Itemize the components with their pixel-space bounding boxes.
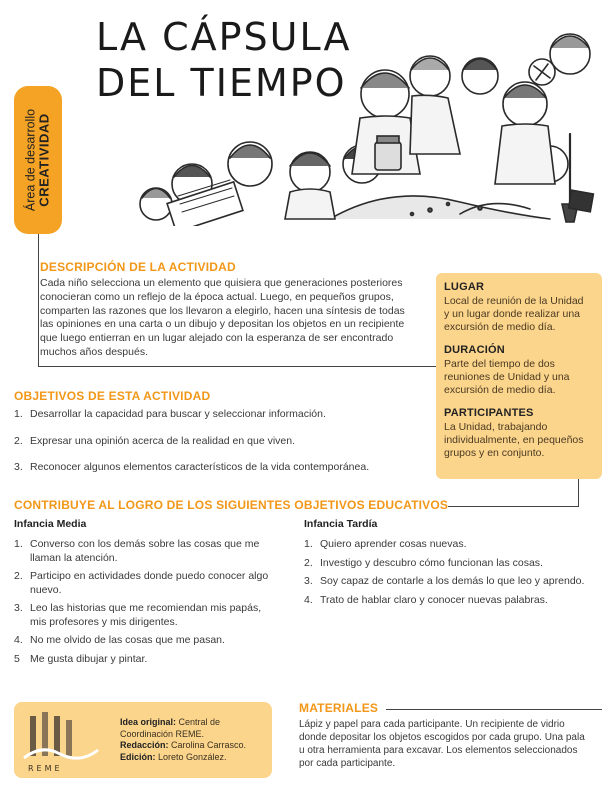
- item-line: Participo en actividades donde puedo conocer algo: [30, 570, 269, 582]
- materiales-line: donde depositar los objetos escogidos por cada grupo. Una pala: [299, 732, 585, 743]
- tardia-item: [304, 538, 604, 552]
- item-number: 3.: [304, 575, 313, 587]
- redaccion-label: Redacción:: [120, 740, 169, 750]
- tardia-item: [304, 557, 604, 571]
- descripcion-line: conocieran como un reflejo de la época actual. Luego, en pequeños grupos,: [40, 290, 394, 303]
- duracion-heading: DURACIÓN: [444, 344, 505, 356]
- item-text: Expresar una opinión acerca de la realidad en que viven.: [30, 434, 296, 447]
- item-number: 4.: [304, 593, 313, 606]
- tardia-item: [304, 575, 604, 589]
- item-number: 3.: [14, 461, 23, 473]
- media-item: [14, 653, 299, 667]
- idea-value-2: Coordinación REME.: [120, 728, 205, 739]
- participantes-line: grupos y en conjunto.: [444, 447, 545, 459]
- item-number: 1.: [304, 538, 313, 550]
- tardia-item: [304, 594, 604, 608]
- item-line: Me gusta dibujar y pintar.: [30, 652, 148, 665]
- objetivo-item: [14, 461, 424, 475]
- item-line: Leo las historias que me recomiendan mis papás,: [30, 602, 262, 614]
- item-line: No me olvido de las cosas que me pasan.: [30, 634, 225, 646]
- media-item: [14, 538, 299, 565]
- descripcion-line: comparten las razones que los llevaron a elegirlo, hacen una síntesis de todas: [40, 304, 405, 317]
- materiales-line: Lápiz y papel para cada participante. Un recipiente de vidrio: [299, 719, 565, 730]
- descripcion-heading: DESCRIPCIÓN DE LA ACTIVIDAD: [40, 260, 236, 274]
- materiales-line: u otra herramienta para excavar. Los elementos seleccionados: [299, 745, 578, 756]
- participantes-line: individualmente, en pequeños: [444, 434, 584, 446]
- objetivo-item: [14, 408, 424, 422]
- descripcion-line: las opiniones en una carta o un dibujo y depositan los objetos en un recipiente: [40, 318, 405, 331]
- item-line: nuevo.: [30, 583, 62, 596]
- item-text: Trato de hablar claro y conocer nuevas palabras.: [320, 593, 548, 606]
- item-number: 2.: [14, 570, 23, 582]
- edicion-label: Edición:: [120, 751, 156, 762]
- item-number: 4.: [14, 634, 23, 646]
- infancia-tardia-heading: Infancia Tardía: [304, 518, 378, 530]
- materiales-line: por cada participante.: [299, 758, 396, 769]
- idea-label: Idea original:: [120, 717, 177, 727]
- duracion-line: Parte del tiempo de dos: [444, 358, 555, 370]
- infancia-media-list: [14, 538, 299, 666]
- item-line: Converso con los demás sobre las cosas que me: [30, 538, 260, 550]
- item-number: 2.: [304, 556, 313, 569]
- area-label: Área de desarrollo: [23, 108, 38, 212]
- lugar-line: excursión de medio día.: [444, 321, 556, 333]
- item-text: Quiero aprender cosas nuevas.: [320, 538, 467, 550]
- contribuye-heading: CONTRIBUYE AL LOGRO DE LOS SIGUIENTES OBJETIVOS EDUCATIVOS: [14, 498, 449, 512]
- descripcion-line: muchos años después.: [40, 345, 148, 358]
- edicion-value: Loreto González.: [158, 751, 227, 762]
- item-number: 5: [14, 652, 20, 665]
- page-title-line-2: DEL TIEMPO: [96, 61, 347, 105]
- contribuye-rule: [448, 506, 579, 507]
- credits-text: [120, 717, 270, 763]
- media-item: [14, 570, 299, 597]
- descripcion-line: que luego entierran en un lugar alejado con la esperanza de ser encontrado: [40, 332, 394, 345]
- area-value: CREATIVIDAD: [36, 113, 52, 207]
- materiales-text: [299, 718, 604, 770]
- duracion-line: excursión de medio día.: [444, 384, 556, 396]
- reme-logo: [22, 708, 100, 774]
- page-title-line-1: LA CÁPSULA: [96, 15, 352, 59]
- item-number: 1.: [14, 408, 23, 420]
- descripcion-line: Cada niño selecciona un elemento que quisiera que generaciones posteriores: [40, 277, 403, 289]
- item-text: Desarrollar la capacidad para buscar y seleccionar información.: [30, 408, 326, 420]
- lugar-line: y un lugar donde realizar una: [444, 308, 581, 320]
- infancia-tardia-list: [304, 538, 604, 607]
- objetivo-item: [14, 435, 424, 449]
- infancia-media-heading: Infancia Media: [14, 518, 87, 530]
- item-text: Investigo y descubro cómo funcionan las cosas.: [320, 556, 543, 569]
- lugar-heading: LUGAR: [444, 281, 485, 293]
- objetivos-list: [14, 408, 424, 475]
- materiales-rule: [386, 709, 602, 710]
- media-item: [14, 602, 299, 629]
- connector-vertical: [38, 234, 39, 366]
- lugar-line: Local de reunión de la Unidad: [444, 295, 584, 307]
- media-item: [14, 634, 299, 648]
- item-text: Soy capaz de contarle a los demás lo que leo y aprendo.: [320, 575, 585, 587]
- duracion-line: reuniones de Unidad y una: [444, 371, 570, 383]
- info-box: [436, 273, 602, 479]
- participantes-line: La Unidad, trabajando: [444, 421, 548, 433]
- info-connector-vertical: [578, 479, 579, 507]
- redaccion-value: Carolina Carrasco.: [171, 740, 247, 750]
- item-line: mis profesores y mis dirigentes.: [30, 615, 178, 628]
- idea-value: Central de: [178, 717, 221, 727]
- logo-text: REME: [28, 764, 63, 773]
- scouts-illustration: [130, 14, 600, 226]
- item-number: 1.: [14, 538, 23, 550]
- item-number: 3.: [14, 602, 23, 614]
- area-tab: [14, 86, 62, 234]
- objetivos-heading: OBJETIVOS DE ESTA ACTIVIDAD: [14, 389, 211, 403]
- participantes-heading: PARTICIPANTES: [444, 407, 534, 419]
- item-number: 2.: [14, 434, 23, 447]
- descripcion-text: [40, 277, 420, 360]
- item-text: Reconocer algunos elementos característicos de la vida contemporánea.: [30, 461, 370, 473]
- item-line: llaman la atención.: [30, 551, 118, 564]
- materiales-heading: MATERIALES: [299, 701, 379, 715]
- connector-horizontal: [38, 366, 438, 367]
